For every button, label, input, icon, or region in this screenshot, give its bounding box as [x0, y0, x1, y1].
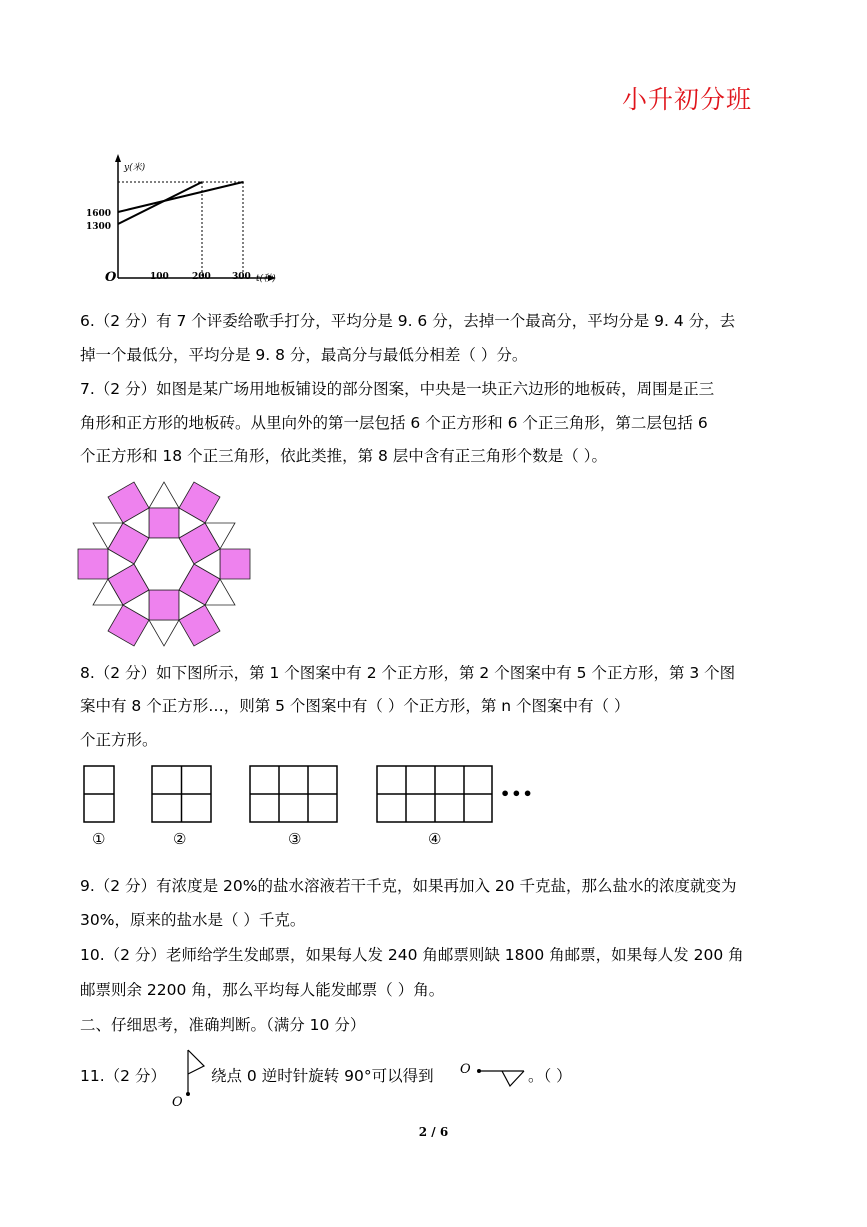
q6-line-2: 掉一个最低分，平均分是 9. 8 分，最高分与最低分相差（ ）分。 — [80, 346, 528, 364]
rotated-flag-figure — [458, 1058, 530, 1092]
x-tick-100: 100 — [150, 272, 169, 282]
origin-label: O — [105, 270, 117, 285]
section-2-heading: 二、仔细思考，准确判断。（满分 10 分） — [80, 1016, 366, 1034]
pattern-label-1: ① — [92, 830, 106, 848]
q7-line-3: 个正方形和 18 个正三角形，依此类推，第 8 层中含有正三角形个数是（ ）。 — [80, 447, 607, 465]
inner-square — [149, 508, 179, 538]
outer-square — [78, 549, 108, 579]
brand-title: 小升初分班 — [622, 85, 753, 114]
q7-line-2: 角形和正方形的地板砖。从里向外的第一层包括 6 个正方形和 6 个正三角形，第二层包括 6 — [80, 414, 708, 432]
flag-point-label: O — [172, 1095, 183, 1108]
q8-line-2: 案中有 8 个正方形…，则第 5 个图案中有（ ）个正方形，第 n 个图案中有（ ） — [80, 697, 630, 715]
outer-triangle — [149, 620, 179, 646]
distance-time-graph — [80, 150, 300, 290]
q7-line-1: 7.（2 分）如图是某广场用地板铺设的部分图案，中央是一块正六边形的地板砖，周围是正三 — [80, 380, 715, 398]
x-tick-300: 300 — [232, 272, 251, 282]
square-patterns-figure — [76, 760, 536, 852]
pattern-ellipsis: ••• — [500, 784, 534, 803]
line-a — [118, 182, 202, 224]
q8-line-3: 个正方形。 — [80, 731, 158, 749]
q9-line-1: 9.（2 分）有浓度是 20%的盐水溶液若干千克，如果再加入 20 千克盐，那么盐水的浓度就变为 — [80, 877, 737, 895]
q8-line-1: 8.（2 分）如下图所示，第 1 个图案中有 2 个正方形，第 2 个图案中有 5 个正方形，第 3 个图 — [80, 664, 736, 682]
q10-line-1: 10.（2 分）老师给学生发邮票，如果每人发 240 角邮票则缺 1800 角邮票，如果每人发 200 角 — [80, 946, 744, 964]
q10-line-2: 邮票则余 2200 角，那么平均每人能发邮票（ ）角。 — [80, 981, 445, 999]
x-tick-200: 200 — [192, 272, 211, 282]
line-b — [118, 182, 243, 212]
pattern-label-2: ② — [173, 830, 187, 848]
q11-middle: 绕点 0 逆时针旋转 90°可以得到 — [211, 1067, 434, 1085]
pattern-label-3: ③ — [288, 830, 302, 848]
q11-suffix: 。（ ） — [528, 1067, 572, 1085]
inner-square — [149, 590, 179, 620]
pattern-label-4: ④ — [428, 830, 442, 848]
q9-line-2: 30%，原来的盐水是（ ）千克。 — [80, 911, 306, 929]
x-axis-label: t(秒) — [256, 274, 276, 284]
hexagon-tiling-pattern — [76, 474, 252, 654]
page-number: 2 / 6 — [418, 1125, 449, 1139]
outer-triangle — [149, 482, 179, 508]
q6-line-1: 6.（2 分）有 7 个评委给歌手打分，平均分是 9. 6 分，去掉一个最高分，平均分是 9. 4 分，去 — [80, 312, 736, 330]
outer-square — [220, 549, 250, 579]
y-axis-arrow — [115, 154, 121, 162]
y-tick-1600: 1600 — [86, 209, 112, 219]
y-tick-1300: 1300 — [86, 222, 112, 232]
q11-prefix: 11.（2 分） — [80, 1067, 166, 1085]
rotated-point-label: O — [460, 1062, 471, 1077]
flag-figure — [168, 1044, 212, 1108]
y-axis-label: y(米) — [124, 163, 146, 173]
